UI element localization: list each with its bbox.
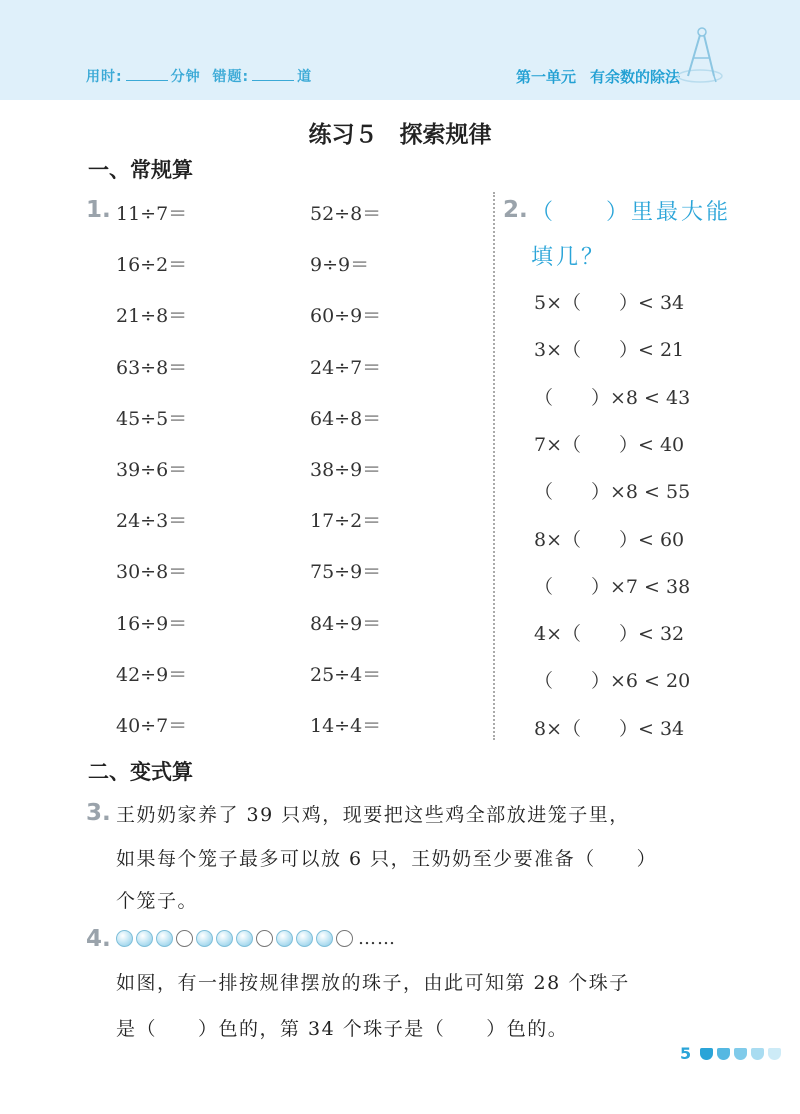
bead-blue-9 [276, 930, 293, 947]
errors-unit: 道 [297, 69, 313, 85]
bead-blue-5 [196, 930, 213, 947]
question-number-2: 2. [503, 197, 528, 223]
question-number-1: 1. [86, 197, 111, 223]
errors-label: 错题: [212, 69, 250, 85]
q1-expression-right-6: 38÷9＝ [310, 459, 382, 481]
question-number-3: 3. [86, 800, 111, 826]
bead-blue-1 [116, 930, 133, 947]
time-blank[interactable] [126, 66, 168, 81]
page-tab-3 [734, 1048, 747, 1060]
question-number-4: 4. [86, 926, 111, 952]
q2-inequality-9: （ ）×6 < 20 [534, 670, 691, 693]
compass-icon [676, 24, 728, 86]
bead-blue-6 [216, 930, 233, 947]
bead-row [116, 928, 396, 948]
q1-expression-left-11: 40÷7＝ [116, 715, 188, 737]
q4-line2: 是（ ）色的，第 34 个珠子是（ ）色的。 [116, 1018, 569, 1040]
section-heading-variant: 二、变式算 [88, 760, 193, 784]
q1-expression-right-1: 52÷8＝ [310, 203, 382, 225]
q1-expression-left-9: 16÷9＝ [116, 612, 188, 635]
q1-expression-left-4: 63÷8＝ [116, 356, 188, 379]
time-unit: 分钟 [170, 69, 201, 85]
bead-blue-7 [236, 930, 253, 947]
q1-expression-right-3: 60÷9＝ [310, 305, 382, 328]
page-tab-4 [751, 1048, 764, 1060]
q2-inequality-1: 5×（ ）< 34 [534, 292, 685, 314]
page-tab-1 [700, 1048, 713, 1060]
header-time-errors [86, 66, 312, 86]
page-tabs-decoration [700, 1048, 785, 1060]
bead-blue-3 [156, 930, 173, 947]
time-label: 用时: [86, 69, 123, 85]
q1-expression-right-8: 75÷9＝ [310, 561, 382, 584]
bead-blue-2 [136, 930, 153, 947]
q2-title-line2: 填几？ [531, 245, 607, 270]
header-scallop-edge [0, 88, 800, 106]
title-exercise: 练习５ [308, 122, 378, 148]
q1-expression-left-10: 42÷9＝ [116, 663, 188, 686]
q2-inequality-6: 8×（ ）< 60 [534, 528, 685, 551]
unit-name: 第一单元 [515, 68, 576, 86]
bead-blue-10 [296, 930, 313, 947]
q3-line3: 个笼子。 [116, 890, 199, 912]
q2-inequality-8: 4×（ ）< 32 [534, 623, 685, 646]
errors-blank[interactable] [252, 66, 294, 81]
title-topic: 探索规律 [399, 122, 492, 148]
q1-expression-left-5: 45÷5＝ [116, 407, 188, 430]
column-divider [493, 192, 495, 740]
q1-expression-right-9: 84÷9＝ [310, 612, 382, 635]
q1-expression-left-2: 16÷2＝ [116, 254, 188, 277]
page-number: 5 [680, 1044, 692, 1063]
q2-title-line1: （ ）里最大能 [531, 200, 732, 225]
q1-expression-left-3: 21÷8＝ [116, 305, 188, 328]
q2-inequality-5: （ ）×8 < 55 [534, 481, 691, 504]
q1-expression-right-5: 64÷8＝ [310, 407, 382, 430]
page-title [0, 116, 800, 149]
bead-ellipsis: …… [358, 927, 396, 949]
section-heading-routine: 一、常规算 [88, 158, 193, 182]
q4-line1: 如图，有一排按规律摆放的珠子，由此可知第 28 个珠子 [116, 972, 630, 994]
q1-expression-right-2: 9÷9＝ [310, 254, 370, 277]
header-unit [516, 66, 680, 87]
unit-title: 有余数的除法 [589, 68, 680, 86]
q2-inequality-2: 3×（ ）< 21 [534, 339, 685, 362]
bead-white-4 [176, 930, 193, 947]
q1-expression-right-7: 17÷2＝ [310, 510, 382, 533]
q1-expression-right-4: 24÷7＝ [310, 356, 382, 379]
q2-inequality-7: （ ）×7 < 38 [534, 575, 691, 598]
q2-inequality-4: 7×（ ）< 40 [534, 433, 685, 456]
q2-inequality-10: 8×（ ）< 34 [534, 717, 685, 740]
bead-blue-11 [316, 930, 333, 947]
bead-white-12 [336, 930, 353, 947]
bead-white-8 [256, 930, 273, 947]
q1-expression-right-11: 14÷4＝ [310, 715, 382, 737]
q2-inequality-3: （ ）×8 < 43 [534, 386, 691, 409]
page-tab-5 [768, 1048, 781, 1060]
q1-expression-left-8: 30÷8＝ [116, 561, 188, 584]
q1-expression-left-1: 11÷7＝ [116, 203, 188, 225]
q1-expression-left-6: 39÷6＝ [116, 459, 188, 481]
q1-expression-right-10: 25÷4＝ [310, 663, 382, 686]
q3-line2: 如果每个笼子最多可以放 6 只，王奶奶至少要准备（ ） [116, 848, 658, 870]
q3-line1: 王奶奶家养了 39 只鸡，现要把这些鸡全部放进笼子里， [116, 804, 630, 826]
page-tab-2 [717, 1048, 730, 1060]
q1-expression-left-7: 24÷3＝ [116, 510, 188, 533]
